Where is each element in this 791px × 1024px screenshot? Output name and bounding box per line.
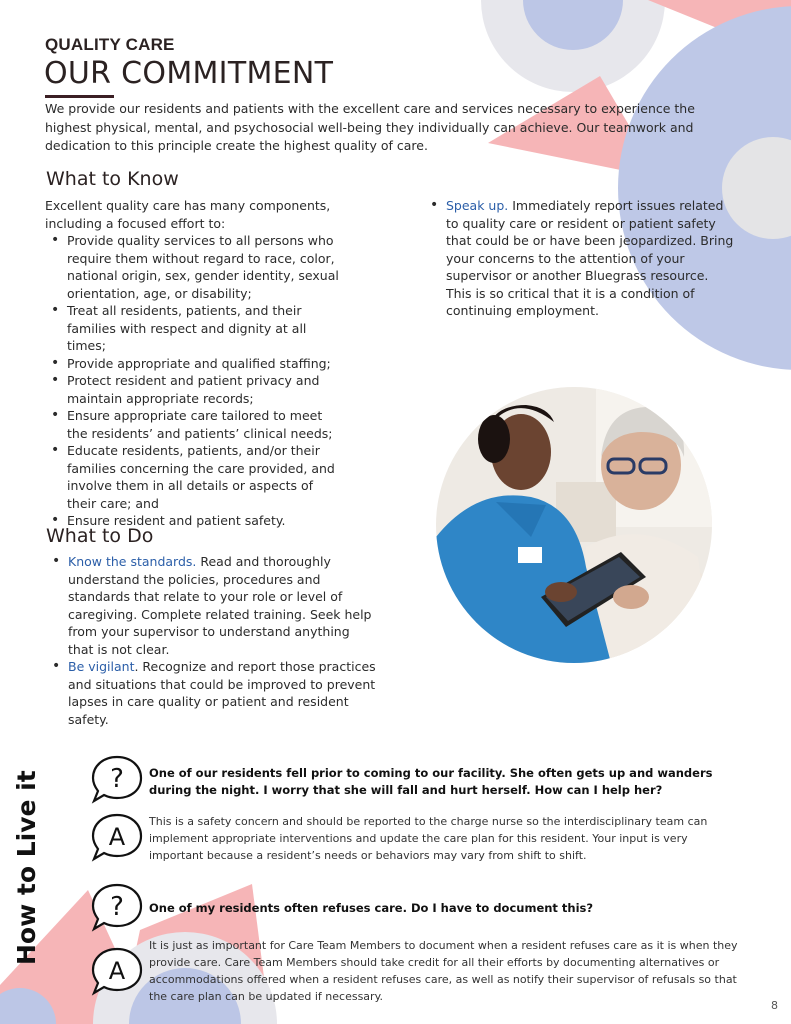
how-to-live-it-heading: How to Live it (12, 770, 41, 965)
speak-up-list (424, 197, 734, 320)
list-item: • Provide quality services to all persons who require them without regard to race, color, national origin, sex, gender identity, sexual orientation, age, or disability; (45, 232, 345, 302)
answer-1-text: This is a safety concern and should be reported to the charge nurse so the interdisciplinary team can implement appropriate interventions and update the care plan for this resident. Your input is very important because a resident’s needs or behaviors may vary from shift to shift. (149, 815, 708, 862)
caregiver-photo (436, 387, 712, 663)
title-underline (45, 95, 114, 98)
caregiver-illustration (436, 387, 712, 663)
answer-bubble-icon (90, 946, 144, 996)
question-2-text: One of my residents often refuses care. Do I have to document this? (149, 901, 594, 915)
speak-up-text: Immediately report issues related to quality care or resident or patient safety that could be or have been jeopardized. Bring your concerns to the attention of your supervisor or another Bluegrass resource. This is so critical that it is a condition of continuing employment. (446, 198, 734, 318)
speak-up-section (424, 197, 734, 320)
know-standards-lead: Know the standards. (68, 554, 197, 569)
list-item: • Educate residents, patients, and/or their families concerning the care provided, and involve them in all details or aspects of their care; and (45, 442, 345, 512)
what-to-know-list (45, 232, 345, 530)
what-to-do-heading: What to Do (46, 525, 154, 547)
list-item (46, 553, 376, 658)
answer-bubble-icon (90, 812, 144, 862)
section-kicker: QUALITY CARE (45, 35, 175, 54)
list-item: • Treat all residents, patients, and their families with respect and dignity at all times; (45, 302, 345, 355)
page-title: OUR COMMITMENT (44, 56, 334, 91)
answer-letter-glyph: A (108, 823, 126, 851)
list-item: • Ensure appropriate care tailored to meet the residents’ and patients’ clinical needs; (45, 407, 345, 442)
what-to-know-section (45, 197, 345, 530)
question-bubble-icon (90, 882, 144, 932)
list-item: • Provide appropriate and qualified staffing; (45, 355, 345, 373)
question-mark-glyph: ? (110, 892, 124, 922)
what-to-do-list (46, 553, 376, 728)
be-vigilant-text: . Recognize and report those practices and situations that could be improved to prevent lapses in care quality or patient and resident safety. (68, 659, 376, 727)
list-item: • Protect resident and patient privacy and maintain appropriate records; (45, 372, 345, 407)
question-mark-glyph: ? (110, 764, 124, 794)
intro-paragraph: We provide our residents and patients with the excellent care and services necessary to experience the highest physical, mental, and psychosocial well-being they individually can achieve. Our teamwork and dedication to this principle create the highest quality of care. (45, 101, 695, 153)
know-standards-text: Read and thoroughly understand the policies, procedures and standards that relate to your role or level of caregiving. Complete related training. Seek help from your supervisor to understand anything that is not clear. (68, 554, 372, 657)
question-bubble-icon (90, 754, 144, 804)
question-1-text: One of our residents fell prior to coming to our facility. She often gets up and wanders during the night. I worry that she will fall and hurt herself. How can I help her? (149, 766, 713, 797)
speak-up-lead: Speak up. (446, 198, 509, 213)
list-item (424, 197, 734, 320)
answer-letter-glyph: A (108, 957, 126, 985)
be-vigilant-lead: Be vigilant (68, 659, 135, 674)
answer-2-text: It is just as important for Care Team Members to document when a resident refuses care as it is when they provide care. Care Team Members should take credit for all their efforts by documenting alternatives or accommodations offered when a resident refuses care, as well as notify their supervisor of refusals so that the care plan can be updated if necessary. (149, 939, 738, 1003)
what-to-know-heading: What to Know (46, 168, 179, 190)
what-to-know-lead: Excellent quality care has many components, including a focused effort to: (45, 198, 331, 231)
page-number: 8 (771, 999, 778, 1012)
list-item (46, 658, 376, 728)
what-to-do-section (46, 553, 376, 728)
list-item: • Ensure resident and patient safety. (45, 512, 345, 530)
